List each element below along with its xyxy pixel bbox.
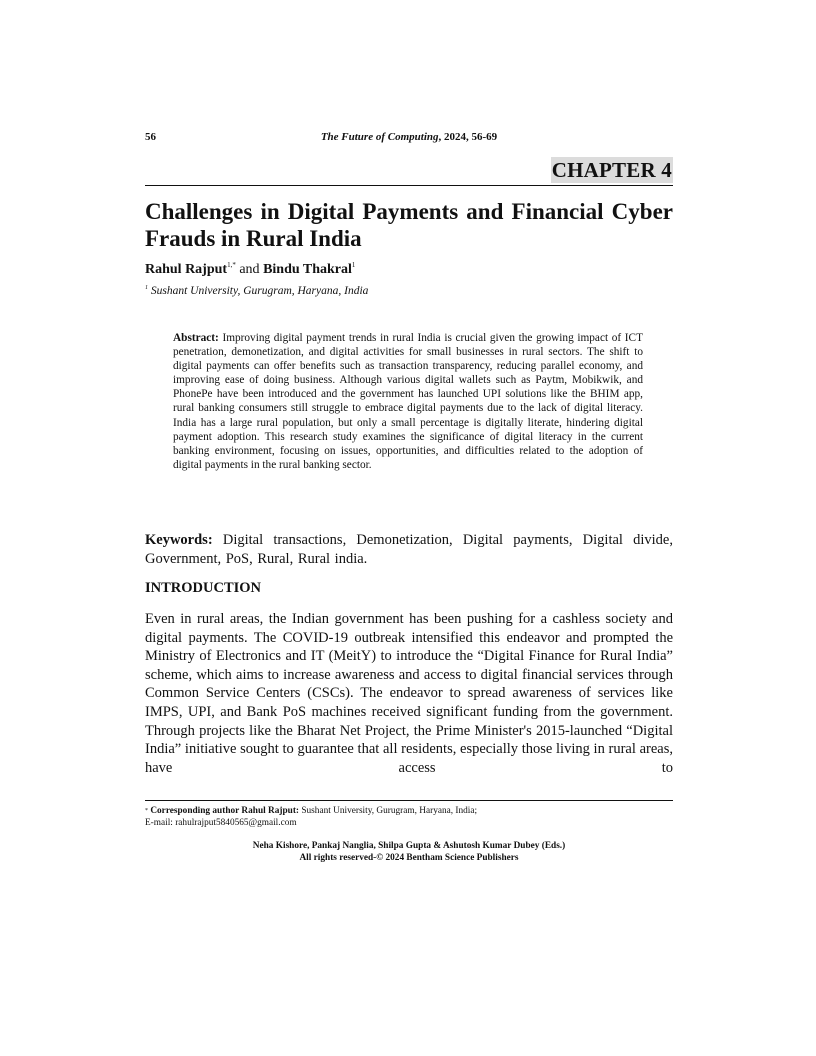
- keywords: [145, 531, 673, 569]
- publisher-block: [145, 840, 673, 864]
- abstract: [173, 331, 643, 472]
- editors-line: Neha Kishore, Pankaj Nanglia, Shilpa Gupta & Ashutosh Kumar Dubey (Eds.): [252, 841, 566, 851]
- author-line: [145, 262, 355, 278]
- journal-citation: [145, 131, 673, 143]
- footnote-marker: *: [145, 808, 148, 814]
- author-joiner: and: [235, 262, 264, 277]
- abstract-label: Abstract:: [173, 332, 219, 344]
- journal-name: The Future of Computing: [320, 131, 439, 143]
- paper-title: Challenges in Digital Payments and Financial Cyber Frauds in Rural India: [145, 199, 673, 251]
- intro-paragraph: Even in rural areas, the Indian government has been pushing for a cashless society and digital payments. The COVID-19 outbreak intensified this endeavor and prompted the Ministry of Electronics and IT (MeitY) to introduce the “Digital Finance for Rural India” scheme, which aims to increase awareness and access to digital financial services through Common Service Centers (CSCs). The endeavor to spread awareness of services like IMPS, UPI, and Bank PoS machines received significant funding from the government. Through projects like the Bharat Net Project, the Prime Minister's 2015-launched “Digital India” initiative sought to guarantee that all residents, especially those living in rural areas, have access to: [145, 611, 673, 776]
- affiliation-superscript: 1: [145, 285, 148, 291]
- affiliation-text: Sushant University, Gurugram, Haryana, India: [148, 285, 369, 297]
- chapter-label: CHAPTER 4: [551, 158, 672, 182]
- author-superscript: 1,*: [227, 261, 236, 269]
- footnote-text: Sushant University, Gurugram, Haryana, India;: [299, 806, 478, 816]
- keywords-text: Digital transactions, Demonetization, Digital payments, Digital divide, Government, PoS, Rural, Rural india.: [145, 532, 673, 567]
- footnote-divider: [145, 800, 673, 801]
- author-name: Rahul Rajput: [145, 262, 228, 277]
- affiliation: [145, 285, 368, 297]
- abstract-text: Improving digital payment trends in rural India is crucial given the growing impact of ICT penetration, demonetization, and digital activities for small businesses in rural sectors. The shift to digital payments can offer benefits such as transaction transparency, reducing parallel economy, and improving ease of doing business. Although various digital wallets such as Paytm, Mobikwik, and PhonePe have been introduced and the government has launched UPI solutions like the BHIM app, rural banking consumers still struggle to embrace digital payments due to the lack of digital literacy. India has a large rural population, but only a small percentage is digitally literate, hindering digital payment adoption. This research study examines the significance of digital literacy in the current banking environment, focusing on issues, opportunities, and difficulties related to the adoption of digital payments in the rural banking sector.: [173, 332, 643, 471]
- keywords-label: Keywords:: [145, 532, 213, 548]
- author-superscript: 1: [351, 261, 356, 269]
- chapter-header: [145, 157, 673, 186]
- author-name: Bindu Thakral: [263, 262, 352, 277]
- page-number: 56: [145, 131, 156, 143]
- footnote-email: E-mail: rahulrajput5840565@gmail.com: [145, 818, 297, 828]
- running-head: [145, 131, 673, 147]
- rights-line: All rights reserved-© 2024 Bentham Science Publishers: [299, 853, 519, 863]
- section-heading: INTRODUCTION: [145, 580, 262, 596]
- journal-year-pages: , 2024, 56-69: [438, 131, 498, 143]
- footnote: [145, 805, 673, 829]
- footnote-line: [145, 805, 673, 817]
- footnote-label: Corresponding author Rahul Rajput:: [148, 806, 300, 816]
